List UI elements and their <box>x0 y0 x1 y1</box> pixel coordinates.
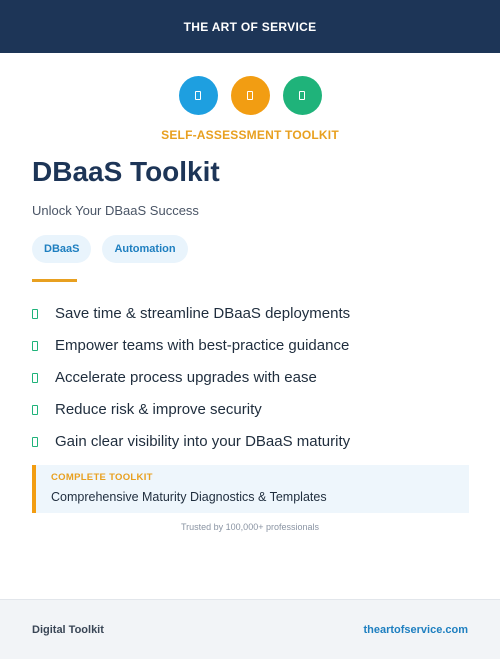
blue-badge-icon <box>179 76 218 115</box>
feature-text: Save time & streamline DBaaS deployments <box>55 304 351 322</box>
check-icon <box>32 373 38 383</box>
icon-row <box>0 76 500 115</box>
check-icon <box>32 437 38 447</box>
check-icon <box>32 309 38 319</box>
tag-dbaas[interactable]: DBaaS <box>32 235 91 263</box>
feature-item <box>32 297 472 329</box>
eyebrow-label: SELF-ASSESSMENT TOOLKIT <box>161 128 339 142</box>
feature-text: Reduce risk & improve security <box>55 400 262 418</box>
toolkit-callout <box>32 465 469 513</box>
top-banner <box>0 0 500 53</box>
feature-text: Gain clear visibility into your DBaaS maturity <box>55 432 351 450</box>
feature-item <box>32 393 472 425</box>
feature-text: Accelerate process upgrades with ease <box>55 368 317 386</box>
feature-item <box>32 361 472 393</box>
brand-name: THE ART OF SERVICE <box>183 19 317 34</box>
green-badge-icon <box>283 76 322 115</box>
page-title: DBaaS Toolkit <box>32 156 220 187</box>
footer-website-link[interactable]: theartofservice.com <box>363 623 468 636</box>
subtitle: Unlock Your DBaaS Success <box>32 203 199 218</box>
callout-label: COMPLETE TOOLKIT <box>51 472 153 483</box>
feature-item <box>32 425 472 457</box>
trusted-note: Trusted by 100,000+ professionals <box>180 522 319 532</box>
check-icon <box>32 341 38 351</box>
footer <box>0 599 500 659</box>
footer-label: Digital Toolkit <box>32 623 104 636</box>
feature-item <box>32 329 472 361</box>
check-icon <box>32 405 38 415</box>
tag-list <box>32 235 188 263</box>
feature-list <box>32 297 472 457</box>
orange-badge-icon <box>231 76 270 115</box>
tag-automation[interactable]: Automation <box>102 235 187 263</box>
accent-divider <box>32 279 77 282</box>
feature-text: Empower teams with best-practice guidance <box>55 336 350 354</box>
callout-text: Comprehensive Maturity Diagnostics & Templates <box>51 490 327 504</box>
